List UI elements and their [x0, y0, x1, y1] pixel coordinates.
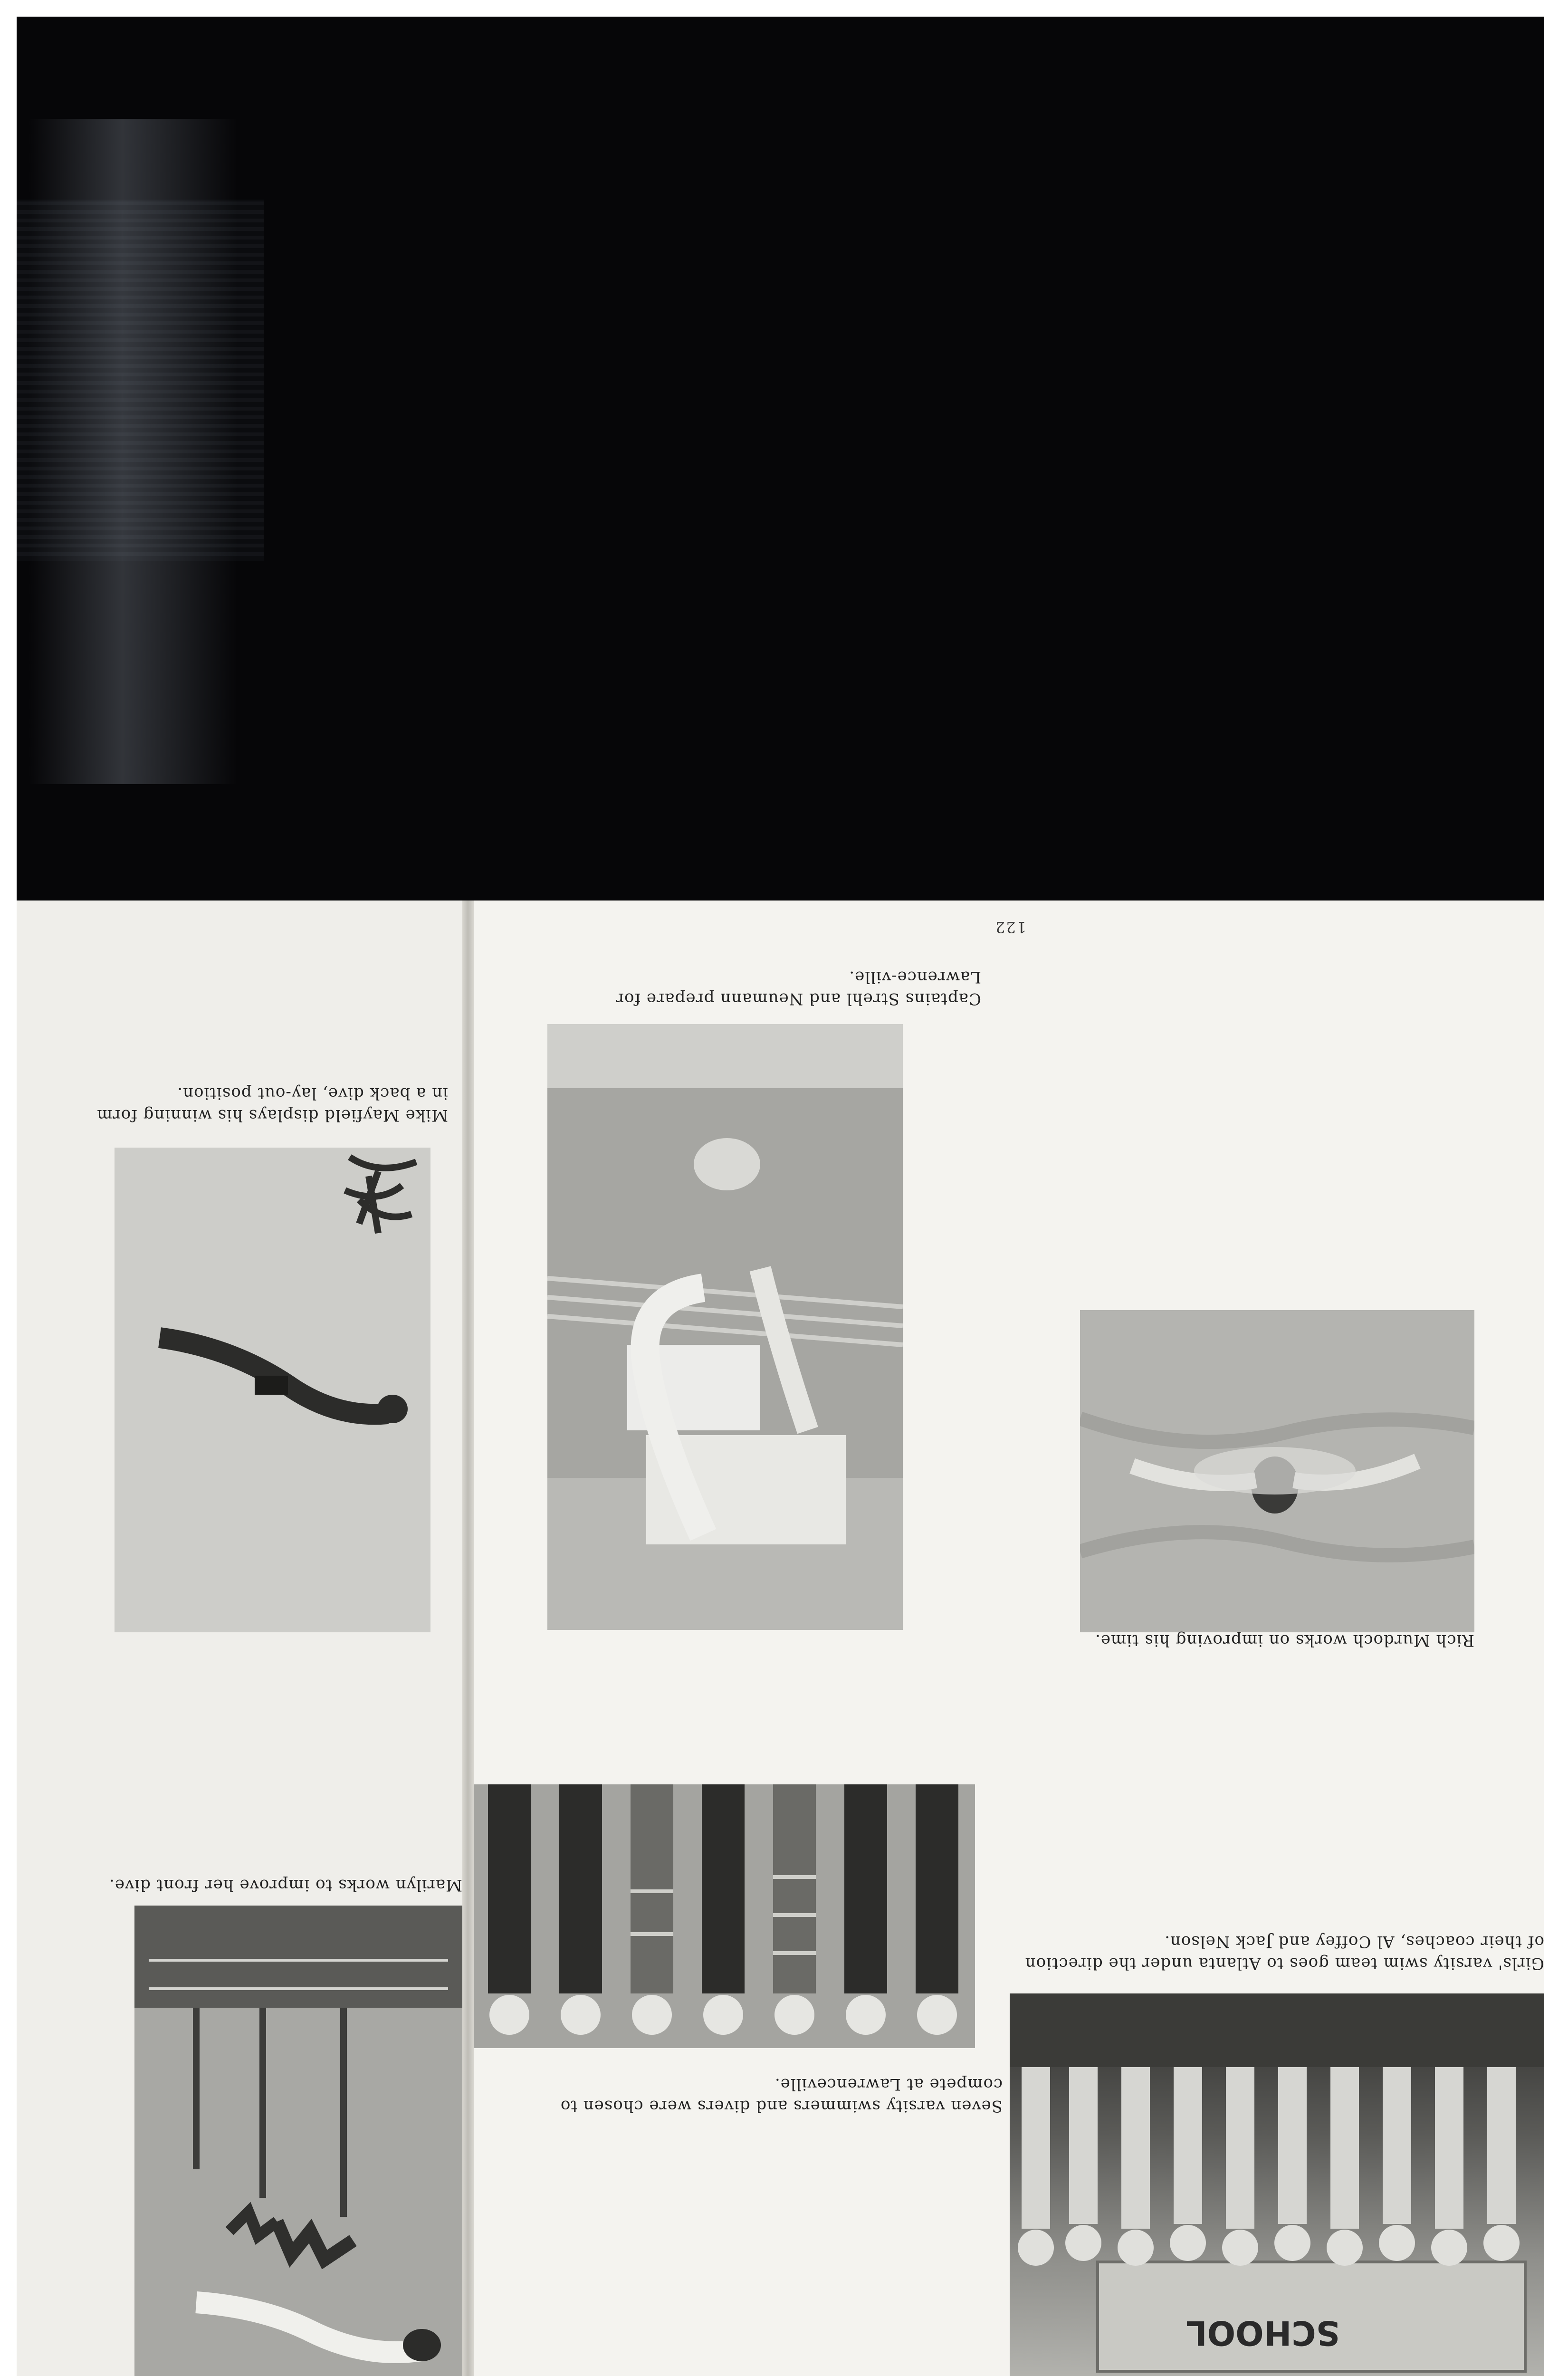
- book-gutter: [462, 901, 474, 2376]
- photo-marilyn-dive: [134, 1906, 462, 2376]
- cover-sheen: [29, 119, 238, 784]
- page-number: 122: [994, 918, 1026, 936]
- photo-girls-swim-team: [1010, 1993, 1544, 2376]
- caption-girls-team: Girls' varsity swim team goes to Atlanta under the direction of their coaches, Al Coffey and Jack Nelson.: [1024, 1932, 1544, 1973]
- varsity-photo-art: [467, 1784, 975, 2048]
- page-right: [17, 901, 462, 2376]
- caption-rich-murdoch: Rich Murdoch works on improving his time.: [1095, 1631, 1474, 1650]
- mayfield-photo-art: [115, 1148, 430, 1632]
- marilyn-photo-art: [134, 1906, 462, 2376]
- swimmer-photo-art: [1080, 1310, 1474, 1632]
- photo-mike-mayfield: [115, 1148, 430, 1632]
- bus-sign-text: SCHOOL: [1186, 2313, 1340, 2352]
- caption-marilyn: Marilyn works to improve her front dive.: [109, 1876, 462, 1895]
- yearbook-spread: [17, 901, 1544, 2376]
- caption-captains: Captains Strehl and Neumann prepare for Lawrence-ville.: [615, 968, 981, 1008]
- photo-captains: [547, 1024, 903, 1630]
- photo-rich-murdoch: [1080, 1310, 1474, 1632]
- page-left: [474, 901, 1544, 2376]
- caption-seven-varsity: Seven varsity swimmers and divers were chosen to compete at Lawrenceville.: [560, 2075, 1003, 2116]
- team-photo-art: [1010, 1993, 1544, 2376]
- captains-photo-art: [547, 1024, 903, 1630]
- photo-seven-varsity: [467, 1784, 975, 2048]
- caption-mike-mayfield: Mike Mayfield displays his winning form in a back dive, lay-out position.: [96, 1084, 448, 1125]
